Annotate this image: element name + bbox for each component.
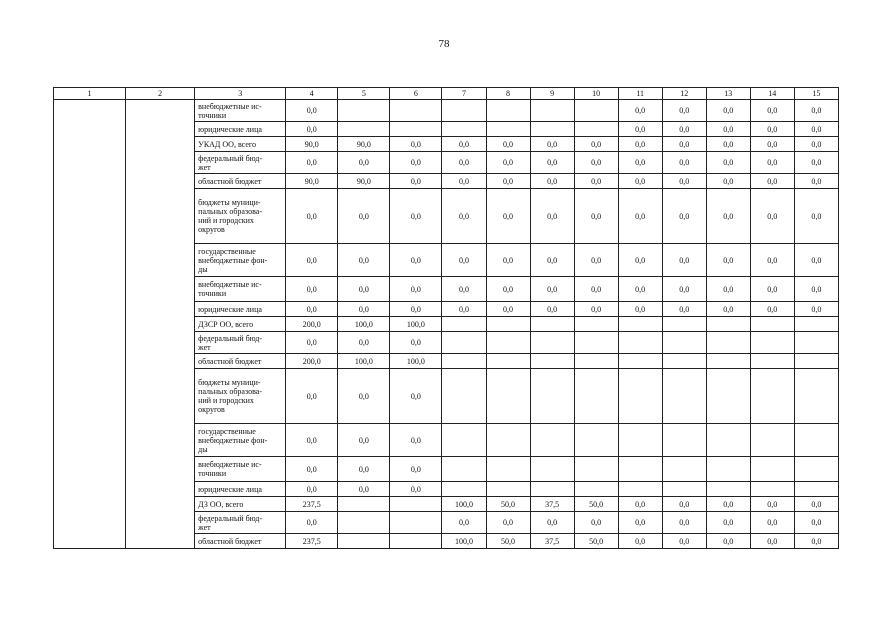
budget-table — [53, 87, 839, 549]
value-cell — [574, 369, 618, 424]
row-label: федеральный бюд- жет — [195, 152, 286, 174]
value-cell: 50,0 — [486, 497, 530, 512]
value-cell: 0,0 — [794, 277, 838, 302]
value-cell — [706, 354, 750, 369]
value-cell: 0,0 — [442, 137, 486, 152]
value-cell: 0,0 — [618, 277, 662, 302]
value-cell — [706, 332, 750, 354]
value-cell: 0,0 — [794, 497, 838, 512]
value-cell: 0,0 — [486, 512, 530, 534]
value-cell: 0,0 — [390, 424, 442, 457]
value-cell: 0,0 — [338, 369, 390, 424]
row-label: ДЗ ОО, всего — [195, 497, 286, 512]
value-cell: 0,0 — [662, 152, 706, 174]
value-cell: 0,0 — [794, 137, 838, 152]
value-cell: 0,0 — [706, 100, 750, 122]
value-cell: 0,0 — [618, 137, 662, 152]
value-cell: 0,0 — [750, 189, 794, 244]
value-cell — [530, 457, 574, 482]
value-cell: 0,0 — [662, 302, 706, 317]
value-cell: 100,0 — [338, 354, 390, 369]
column-header: 11 — [618, 88, 662, 100]
value-cell: 0,0 — [706, 534, 750, 549]
value-cell: 0,0 — [662, 497, 706, 512]
value-cell: 0,0 — [750, 497, 794, 512]
value-cell: 0,0 — [486, 244, 530, 277]
value-cell — [338, 534, 390, 549]
value-cell — [530, 424, 574, 457]
value-cell: 0,0 — [286, 244, 338, 277]
value-cell: 0,0 — [706, 189, 750, 244]
value-cell: 0,0 — [530, 277, 574, 302]
value-cell — [794, 332, 838, 354]
value-cell: 50,0 — [486, 534, 530, 549]
row-label: УКАД ОО, всего — [195, 137, 286, 152]
row-label: внебюджетные ис- точники — [195, 277, 286, 302]
value-cell: 90,0 — [338, 174, 390, 189]
value-cell — [442, 332, 486, 354]
value-cell: 0,0 — [338, 482, 390, 497]
value-cell — [750, 332, 794, 354]
value-cell — [706, 457, 750, 482]
value-cell: 90,0 — [286, 174, 338, 189]
value-cell — [750, 482, 794, 497]
value-cell: 0,0 — [286, 100, 338, 122]
value-cell: 0,0 — [286, 369, 338, 424]
value-cell — [530, 354, 574, 369]
value-cell: 0,0 — [338, 189, 390, 244]
header-row — [54, 88, 839, 100]
value-cell: 0,0 — [618, 100, 662, 122]
value-cell: 0,0 — [530, 174, 574, 189]
value-cell — [706, 482, 750, 497]
value-cell — [486, 369, 530, 424]
value-cell: 0,0 — [574, 174, 618, 189]
value-cell — [618, 317, 662, 332]
value-cell — [794, 369, 838, 424]
page-number: 78 — [438, 38, 450, 50]
value-cell — [442, 424, 486, 457]
value-cell — [794, 457, 838, 482]
column-header: 3 — [195, 88, 286, 100]
value-cell — [662, 482, 706, 497]
value-cell: 0,0 — [286, 122, 338, 137]
value-cell — [794, 482, 838, 497]
value-cell — [486, 457, 530, 482]
row-label: юридические лица — [195, 122, 286, 137]
column-header: 13 — [706, 88, 750, 100]
value-cell — [574, 122, 618, 137]
value-cell — [574, 424, 618, 457]
value-cell: 0,0 — [618, 244, 662, 277]
column-header: 14 — [750, 88, 794, 100]
value-cell — [750, 354, 794, 369]
value-cell: 0,0 — [706, 137, 750, 152]
value-cell — [662, 457, 706, 482]
column-header: 6 — [390, 88, 442, 100]
value-cell — [338, 497, 390, 512]
value-cell: 0,0 — [662, 137, 706, 152]
row-label: областной бюджет — [195, 354, 286, 369]
value-cell: 0,0 — [794, 244, 838, 277]
row-label: юридические лица — [195, 302, 286, 317]
value-cell: 100,0 — [442, 534, 486, 549]
value-cell — [442, 317, 486, 332]
value-cell: 100,0 — [338, 317, 390, 332]
value-cell — [486, 332, 530, 354]
table-body — [54, 100, 839, 549]
row-label: государственные внебюджетные фон- ды — [195, 244, 286, 277]
value-cell: 100,0 — [390, 317, 442, 332]
value-cell: 0,0 — [794, 174, 838, 189]
row-label: ДЗСР ОО, всего — [195, 317, 286, 332]
merged-column-1 — [54, 100, 126, 549]
value-cell: 0,0 — [750, 137, 794, 152]
value-cell — [390, 100, 442, 122]
value-cell: 0,0 — [442, 302, 486, 317]
value-cell — [530, 122, 574, 137]
value-cell: 0,0 — [286, 152, 338, 174]
value-cell — [618, 369, 662, 424]
value-cell: 0,0 — [486, 152, 530, 174]
value-cell — [574, 317, 618, 332]
value-cell — [530, 100, 574, 122]
row-label: внебюджетные ис- точники — [195, 100, 286, 122]
value-cell — [390, 512, 442, 534]
value-cell: 0,0 — [662, 277, 706, 302]
value-cell: 37,5 — [530, 497, 574, 512]
value-cell: 0,0 — [486, 174, 530, 189]
value-cell: 0,0 — [618, 512, 662, 534]
column-header: 2 — [126, 88, 195, 100]
value-cell — [750, 424, 794, 457]
value-cell: 0,0 — [442, 152, 486, 174]
column-header: 7 — [442, 88, 486, 100]
value-cell: 0,0 — [750, 100, 794, 122]
value-cell: 0,0 — [390, 152, 442, 174]
value-cell — [662, 317, 706, 332]
value-cell — [750, 317, 794, 332]
value-cell: 0,0 — [574, 277, 618, 302]
value-cell: 0,0 — [706, 512, 750, 534]
value-cell: 0,0 — [390, 457, 442, 482]
value-cell: 0,0 — [706, 174, 750, 189]
value-cell: 0,0 — [618, 122, 662, 137]
value-cell: 237,5 — [286, 534, 338, 549]
value-cell: 0,0 — [750, 302, 794, 317]
value-cell: 50,0 — [574, 534, 618, 549]
value-cell: 0,0 — [706, 497, 750, 512]
value-cell — [442, 482, 486, 497]
value-cell — [486, 317, 530, 332]
value-cell — [486, 482, 530, 497]
value-cell: 0,0 — [530, 512, 574, 534]
value-cell — [338, 122, 390, 137]
value-cell — [706, 369, 750, 424]
value-cell: 0,0 — [662, 244, 706, 277]
value-cell — [618, 354, 662, 369]
value-cell: 100,0 — [390, 354, 442, 369]
row-label: областной бюджет — [195, 534, 286, 549]
value-cell — [486, 122, 530, 137]
value-cell: 0,0 — [706, 152, 750, 174]
value-cell — [750, 457, 794, 482]
value-cell: 0,0 — [338, 152, 390, 174]
value-cell: 0,0 — [286, 332, 338, 354]
value-cell: 0,0 — [706, 122, 750, 137]
value-cell: 0,0 — [574, 137, 618, 152]
value-cell — [794, 354, 838, 369]
value-cell — [794, 317, 838, 332]
value-cell: 0,0 — [390, 277, 442, 302]
value-cell: 0,0 — [286, 482, 338, 497]
value-cell: 0,0 — [794, 122, 838, 137]
value-cell: 0,0 — [662, 534, 706, 549]
column-header: 5 — [338, 88, 390, 100]
value-cell: 37,5 — [530, 534, 574, 549]
value-cell — [750, 369, 794, 424]
value-cell — [442, 122, 486, 137]
value-cell — [338, 100, 390, 122]
value-cell: 0,0 — [794, 534, 838, 549]
row-label: бюджеты муници- пальных образова- ний и городских округов — [195, 369, 286, 424]
value-cell: 0,0 — [442, 174, 486, 189]
value-cell — [530, 482, 574, 497]
value-cell: 0,0 — [574, 244, 618, 277]
value-cell: 0,0 — [574, 302, 618, 317]
value-cell: 0,0 — [706, 302, 750, 317]
value-cell: 0,0 — [530, 302, 574, 317]
table-row — [54, 100, 839, 122]
value-cell: 0,0 — [750, 122, 794, 137]
value-cell — [530, 317, 574, 332]
value-cell: 0,0 — [390, 244, 442, 277]
value-cell: 0,0 — [390, 332, 442, 354]
value-cell: 0,0 — [750, 244, 794, 277]
value-cell — [662, 369, 706, 424]
value-cell: 0,0 — [574, 512, 618, 534]
value-cell: 0,0 — [286, 457, 338, 482]
value-cell — [390, 497, 442, 512]
row-label: бюджеты муници- пальных образова- ний и городских округов — [195, 189, 286, 244]
value-cell: 0,0 — [794, 302, 838, 317]
value-cell — [530, 332, 574, 354]
value-cell: 0,0 — [390, 174, 442, 189]
value-cell: 100,0 — [442, 497, 486, 512]
value-cell: 0,0 — [750, 534, 794, 549]
value-cell: 0,0 — [390, 302, 442, 317]
value-cell: 0,0 — [338, 244, 390, 277]
merged-column-2 — [126, 100, 195, 549]
row-label: федеральный бюд- жет — [195, 512, 286, 534]
value-cell — [618, 424, 662, 457]
value-cell: 0,0 — [618, 152, 662, 174]
value-cell — [574, 457, 618, 482]
value-cell: 0,0 — [338, 332, 390, 354]
row-label: областной бюджет — [195, 174, 286, 189]
value-cell: 0,0 — [794, 189, 838, 244]
value-cell — [486, 354, 530, 369]
value-cell — [706, 317, 750, 332]
value-cell: 0,0 — [750, 152, 794, 174]
column-header: 1 — [54, 88, 126, 100]
value-cell — [574, 482, 618, 497]
value-cell: 0,0 — [662, 100, 706, 122]
column-header: 12 — [662, 88, 706, 100]
value-cell: 0,0 — [286, 189, 338, 244]
value-cell — [794, 424, 838, 457]
value-cell: 0,0 — [530, 137, 574, 152]
value-cell — [442, 457, 486, 482]
value-cell: 0,0 — [442, 512, 486, 534]
value-cell: 0,0 — [750, 174, 794, 189]
value-cell: 0,0 — [618, 534, 662, 549]
value-cell — [390, 122, 442, 137]
value-cell: 0,0 — [530, 152, 574, 174]
value-cell: 0,0 — [794, 512, 838, 534]
value-cell: 0,0 — [390, 482, 442, 497]
column-header: 15 — [794, 88, 838, 100]
value-cell: 0,0 — [390, 137, 442, 152]
value-cell: 0,0 — [618, 302, 662, 317]
value-cell: 0,0 — [390, 189, 442, 244]
column-header: 4 — [286, 88, 338, 100]
value-cell: 0,0 — [574, 189, 618, 244]
value-cell: 0,0 — [486, 277, 530, 302]
value-cell — [662, 332, 706, 354]
value-cell — [530, 369, 574, 424]
value-cell — [338, 512, 390, 534]
value-cell: 90,0 — [286, 137, 338, 152]
value-cell — [618, 332, 662, 354]
value-cell — [574, 354, 618, 369]
value-cell: 0,0 — [706, 277, 750, 302]
value-cell: 0,0 — [338, 302, 390, 317]
value-cell — [662, 354, 706, 369]
value-cell — [706, 424, 750, 457]
value-cell: 0,0 — [286, 302, 338, 317]
value-cell: 0,0 — [486, 137, 530, 152]
value-cell — [618, 457, 662, 482]
value-cell: 0,0 — [574, 152, 618, 174]
value-cell: 0,0 — [706, 244, 750, 277]
value-cell: 0,0 — [338, 277, 390, 302]
value-cell: 0,0 — [794, 100, 838, 122]
value-cell: 0,0 — [618, 497, 662, 512]
value-cell: 0,0 — [486, 302, 530, 317]
value-cell: 237,5 — [286, 497, 338, 512]
value-cell — [618, 482, 662, 497]
value-cell: 0,0 — [486, 189, 530, 244]
value-cell: 0,0 — [530, 244, 574, 277]
value-cell: 0,0 — [662, 512, 706, 534]
column-header: 9 — [530, 88, 574, 100]
value-cell: 200,0 — [286, 317, 338, 332]
value-cell: 0,0 — [442, 277, 486, 302]
value-cell: 0,0 — [286, 277, 338, 302]
value-cell: 200,0 — [286, 354, 338, 369]
value-cell: 0,0 — [442, 189, 486, 244]
value-cell: 50,0 — [574, 497, 618, 512]
value-cell: 0,0 — [618, 189, 662, 244]
column-header: 10 — [574, 88, 618, 100]
value-cell: 0,0 — [794, 152, 838, 174]
value-cell: 90,0 — [338, 137, 390, 152]
row-label: внебюджетные ис- точники — [195, 457, 286, 482]
value-cell: 0,0 — [750, 512, 794, 534]
value-cell — [486, 424, 530, 457]
value-cell: 0,0 — [662, 174, 706, 189]
value-cell — [574, 100, 618, 122]
value-cell — [390, 534, 442, 549]
value-cell: 0,0 — [618, 174, 662, 189]
value-cell — [442, 354, 486, 369]
value-cell: 0,0 — [338, 424, 390, 457]
column-header: 8 — [486, 88, 530, 100]
value-cell: 0,0 — [390, 369, 442, 424]
value-cell: 0,0 — [530, 189, 574, 244]
row-label: юридические лица — [195, 482, 286, 497]
value-cell — [574, 332, 618, 354]
value-cell: 0,0 — [662, 122, 706, 137]
value-cell — [442, 369, 486, 424]
value-cell — [486, 100, 530, 122]
row-label: федеральный бюд- жет — [195, 332, 286, 354]
value-cell: 0,0 — [662, 189, 706, 244]
value-cell: 0,0 — [286, 424, 338, 457]
value-cell: 0,0 — [442, 244, 486, 277]
row-label: государственные внебюджетные фон- ды — [195, 424, 286, 457]
value-cell — [442, 100, 486, 122]
value-cell: 0,0 — [338, 457, 390, 482]
value-cell: 0,0 — [286, 512, 338, 534]
value-cell — [662, 424, 706, 457]
value-cell: 0,0 — [750, 277, 794, 302]
